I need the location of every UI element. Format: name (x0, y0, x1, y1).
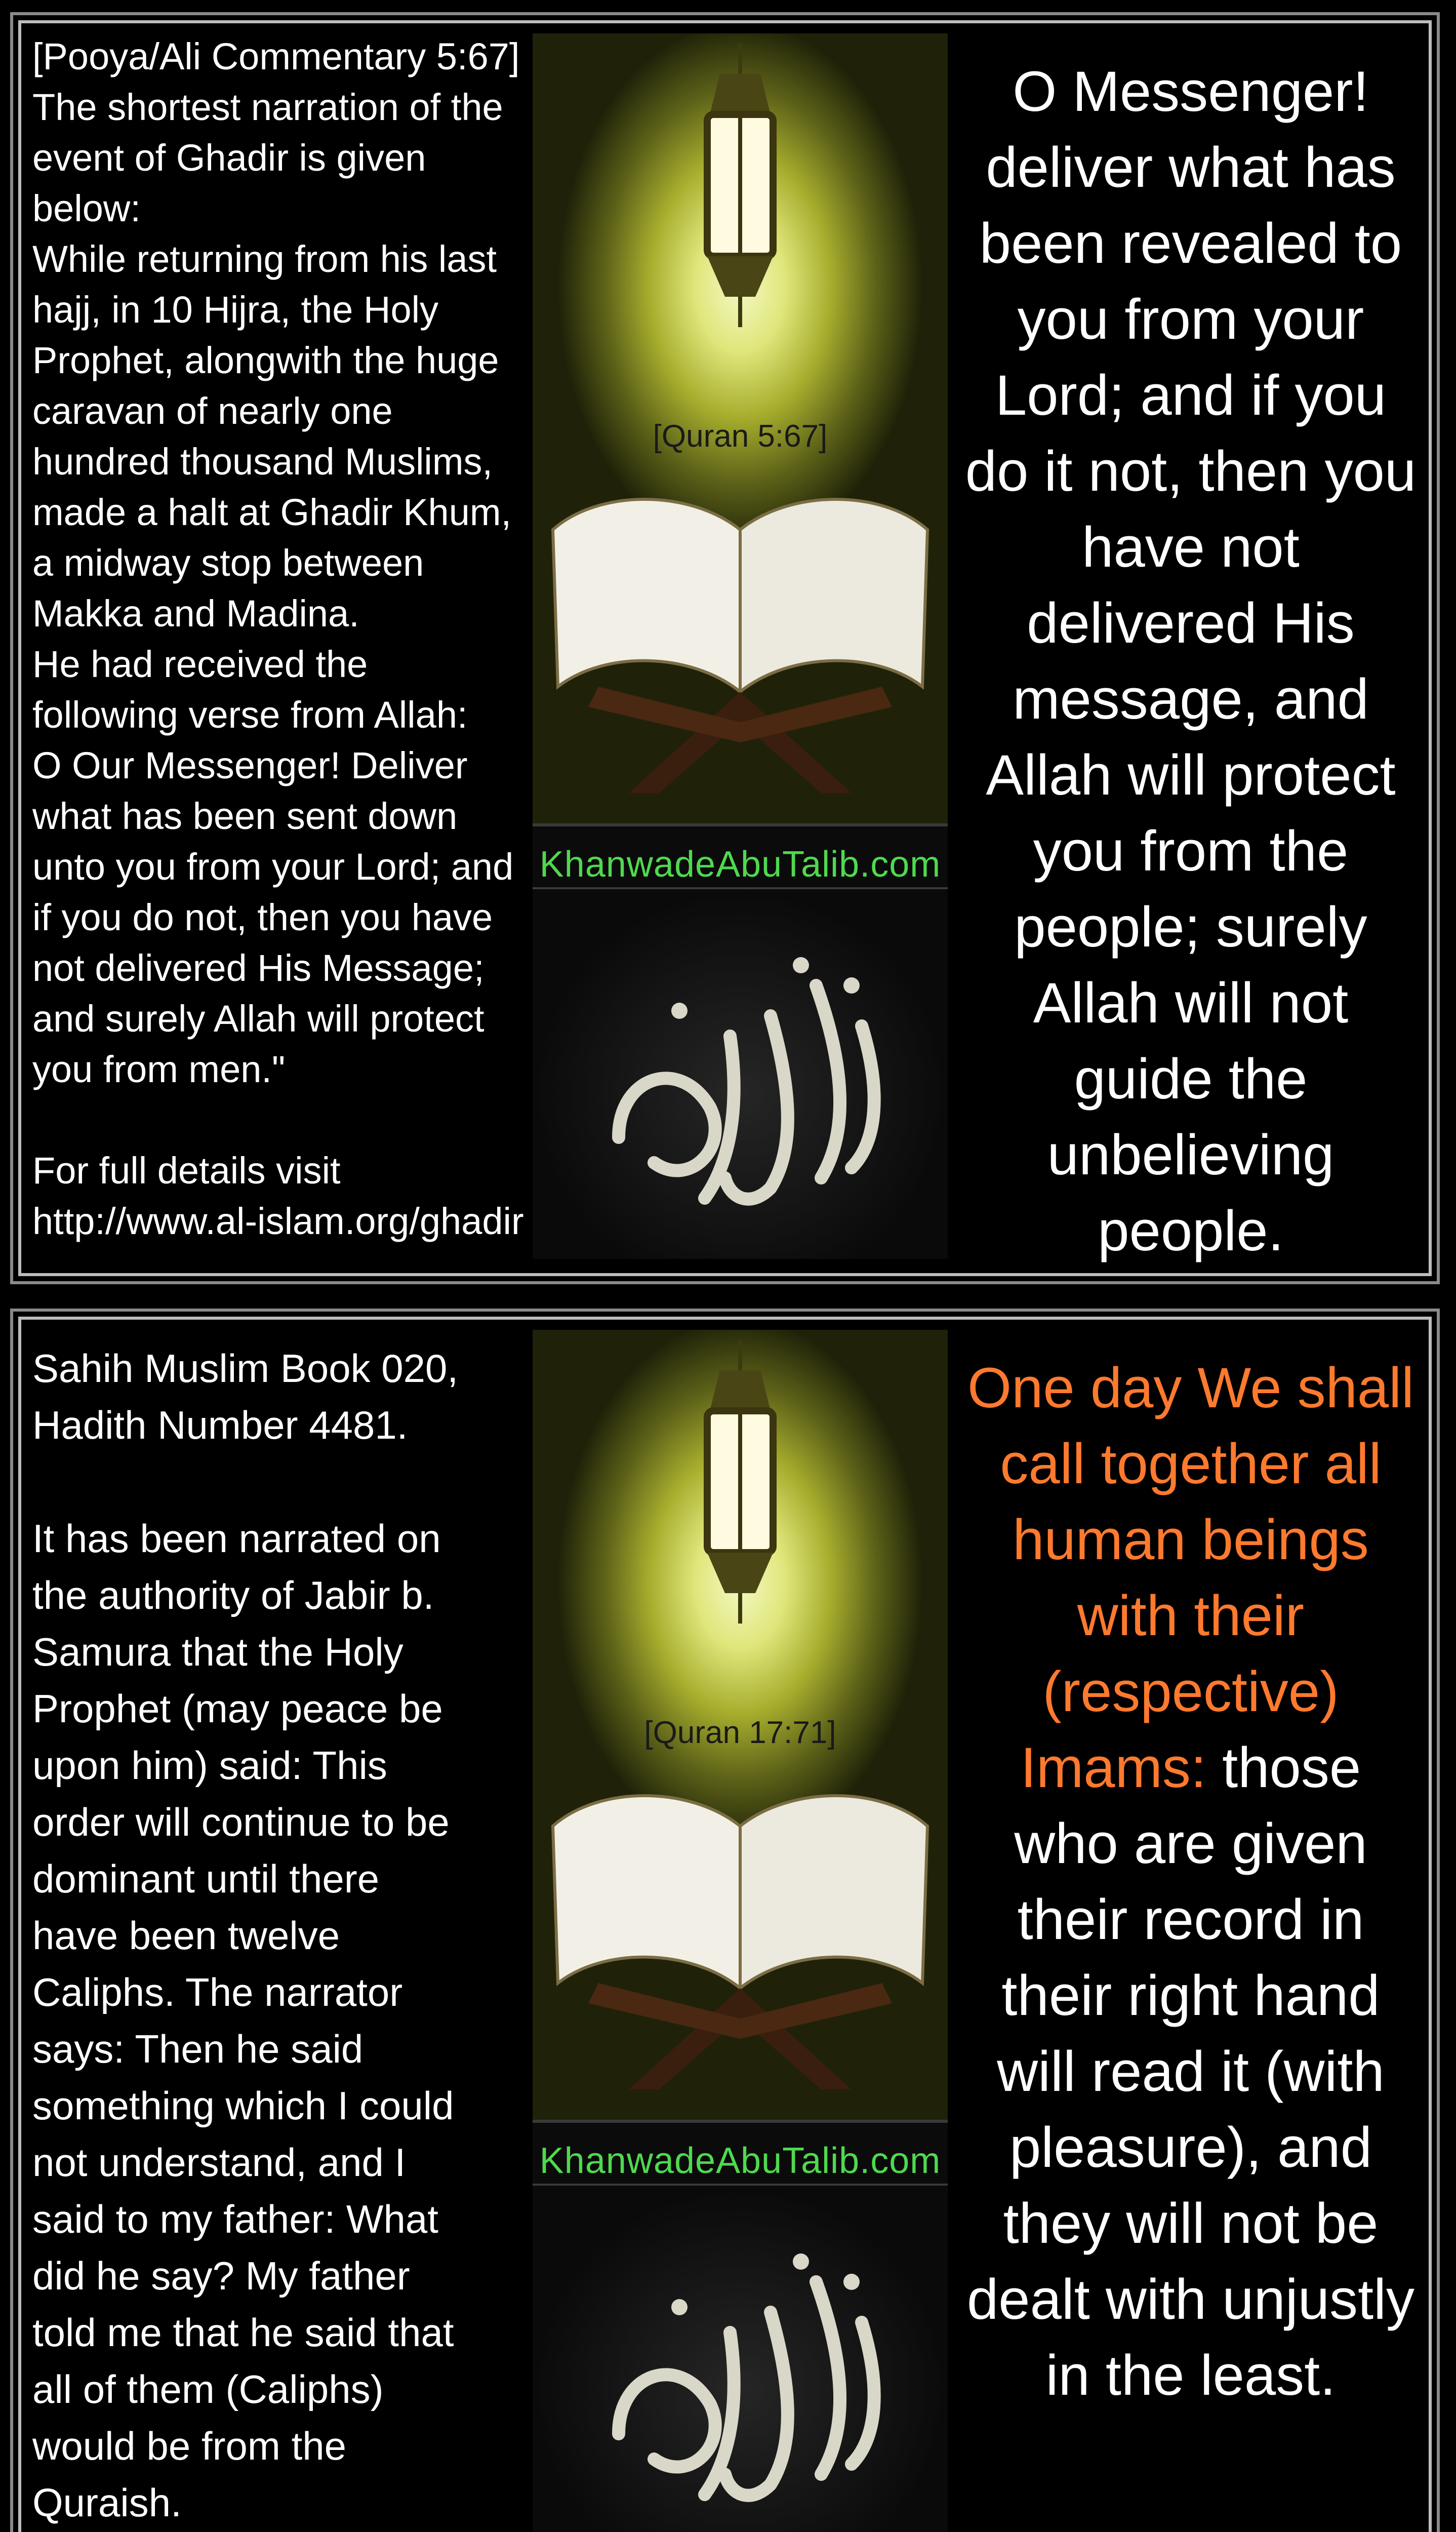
top-panel (18, 20, 1432, 1276)
verse-translation: O Messenger! deliver what has been revealed to you from your Lord; and if you do it not, then you have not delivered His message, and Allah will protect you from the people; surely Allah will not guide the unbelieving people. (965, 60, 1417, 1262)
center-artwork (517, 1330, 963, 2532)
arabic-calligraphy-icon (578, 925, 902, 1229)
verse-highlight: One day We shall call together all human beings with their (respective) Imams: (967, 1356, 1414, 1799)
arabic-calligraphy-icon (578, 2221, 902, 2525)
verse-reference: [Quran 17:71] (644, 1715, 836, 1750)
verse-reference: [Quran 5:67] (653, 419, 828, 454)
website-watermark: KhanwadeAbuTalib.com (539, 844, 941, 885)
lantern-icon (684, 1340, 796, 1624)
website-watermark: KhanwadeAbuTalib.com (539, 2141, 941, 2181)
verse-translation (963, 1350, 1419, 2414)
commentary-text: [Pooya/Ali Commentary 5:67] The shortest narration of the event of Ghadir is given below: While returning from his last hajj, in 10 Hijra, the Holy Prophet, alongwith the huge caravan of nearly one hundred thousand Muslims, made a halt at Ghadir Khum, a midway stop between Makka and Madina. He had received the following verse from Allah: O Our Messenger! Deliver what has been sent down unto you from your Lord; and if you do not, then you have not delivered His Message; and surely Allah will protect you from men." For full details visit http://www.al-islam.org/ghadir (32, 35, 524, 1242)
bottom-panel (18, 1317, 1432, 2532)
hadith-text: Sahih Muslim Book 020, Hadith Number 4481. It has been narrated on the authority of Jabir b. Samura that the Holy Prophet (may peace be upon him) said: This order will continue to be dominant until there have been twelve Caliphs. The narrator says: Then he said something which I could not understand, and I said to my father: What did he say? My father told me that he said that all of them (Caliphs) would be from the Quraish. (32, 1346, 459, 2525)
verse-continuation: those who are given their record in their right hand will read it (with pleasure), and they will not be dealt with unjustly in the least. (966, 1736, 1415, 2407)
open-quran-icon (538, 1765, 943, 2100)
center-artwork (517, 33, 963, 1259)
lantern-icon (684, 44, 796, 327)
open-quran-icon (538, 469, 943, 803)
